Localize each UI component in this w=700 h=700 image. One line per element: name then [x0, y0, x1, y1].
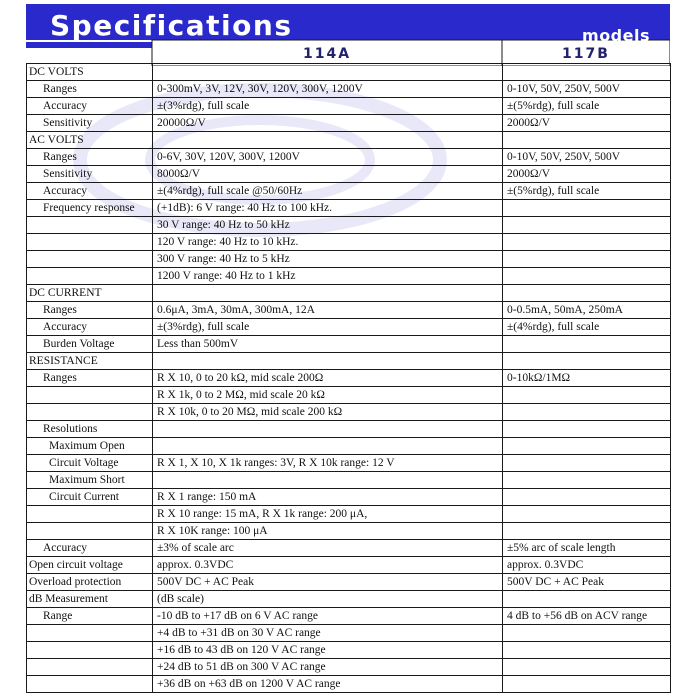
row-label: DC VOLTS	[27, 64, 153, 81]
cell-117b	[503, 591, 671, 608]
cell-114a: 120 V range: 40 Hz to 10 kHz.	[153, 234, 503, 251]
cell-117b: 4 dB to +56 dB on ACV range	[503, 608, 671, 625]
cell-114a: R X 1 range: 150 mA	[153, 489, 503, 506]
row-label	[27, 506, 153, 523]
cell-114a	[153, 64, 503, 81]
row-label	[27, 387, 153, 404]
cell-117b	[503, 659, 671, 676]
specifications-table	[26, 63, 671, 693]
cell-114a: +36 dB on +63 dB on 1200 V AC range	[153, 676, 503, 693]
row-label: Accuracy	[27, 540, 153, 557]
cell-117b	[503, 336, 671, 353]
cell-117b	[503, 404, 671, 421]
cell-114a	[153, 472, 503, 489]
row-label: RESISTANCE	[27, 353, 153, 370]
row-label: Frequency response	[27, 200, 153, 217]
cell-117b: 0-10V, 50V, 250V, 500V	[503, 81, 671, 98]
table-row	[27, 387, 671, 404]
cell-114a: 0-300mV, 3V, 12V, 30V, 120V, 300V, 1200V	[153, 81, 503, 98]
column-header-117b: 117B	[562, 46, 610, 62]
cell-114a	[153, 353, 503, 370]
cell-114a: ±(3%rdg), full scale	[153, 98, 503, 115]
table-row	[27, 81, 671, 98]
row-label	[27, 268, 153, 285]
table-row	[27, 591, 671, 608]
cell-117b: 2000Ω/V	[503, 115, 671, 132]
cell-117b	[503, 642, 671, 659]
row-label: Accuracy	[27, 98, 153, 115]
cell-117b: ±(4%rdg), full scale	[503, 319, 671, 336]
table-row	[27, 115, 671, 132]
row-label: Burden Voltage	[27, 336, 153, 353]
cell-114a: 30 V range: 40 Hz to 50 kHz	[153, 217, 503, 234]
row-label	[27, 659, 153, 676]
table-row	[27, 557, 671, 574]
table-row	[27, 523, 671, 540]
cell-114a: +24 dB to 51 dB on 300 V AC range	[153, 659, 503, 676]
cell-114a: R X 1k, 0 to 2 MΩ, mid scale 20 kΩ	[153, 387, 503, 404]
column-header-114a: 114A	[302, 46, 352, 62]
table-row	[27, 472, 671, 489]
cell-117b	[503, 387, 671, 404]
table-row	[27, 302, 671, 319]
cell-114a: approx. 0.3VDC	[153, 557, 503, 574]
row-label: Accuracy	[27, 183, 153, 200]
cell-117b	[503, 506, 671, 523]
table-row	[27, 251, 671, 268]
cell-117b	[503, 64, 671, 81]
table-row	[27, 506, 671, 523]
table-row	[27, 64, 671, 81]
cell-114a: ±(4%rdg), full scale @50/60Hz	[153, 183, 503, 200]
row-label: Sensitivity	[27, 166, 153, 183]
row-label	[27, 625, 153, 642]
cell-117b: 0-10kΩ/1MΩ	[503, 370, 671, 387]
cell-117b	[503, 489, 671, 506]
cell-114a: R X 1, X 10, X 1k ranges: 3V, R X 10k range: 12 V	[153, 455, 503, 472]
row-label: Ranges	[27, 149, 153, 166]
row-label: Maximum Short	[27, 472, 153, 489]
row-label: Maximum Open	[27, 438, 153, 455]
cell-114a	[153, 421, 503, 438]
cell-114a: 0.6μA, 3mA, 30mA, 300mA, 12A	[153, 302, 503, 319]
cell-114a	[153, 132, 503, 149]
cell-117b	[503, 285, 671, 302]
cell-114a: 8000Ω/V	[153, 166, 503, 183]
table-row	[27, 676, 671, 693]
table-row	[27, 659, 671, 676]
table-row	[27, 98, 671, 115]
table-row	[27, 353, 671, 370]
table-row	[27, 285, 671, 302]
cell-114a: -10 dB to +17 dB on 6 V AC range	[153, 608, 503, 625]
table-row	[27, 404, 671, 421]
table-row	[27, 132, 671, 149]
cell-117b: ±(5%rdg), full scale	[503, 98, 671, 115]
table-row	[27, 336, 671, 353]
cell-117b	[503, 251, 671, 268]
cell-117b	[503, 217, 671, 234]
row-label: Accuracy	[27, 319, 153, 336]
spec-header	[26, 4, 670, 66]
table-row	[27, 608, 671, 625]
row-label: AC VOLTS	[27, 132, 153, 149]
cell-114a	[153, 285, 503, 302]
table-row	[27, 149, 671, 166]
cell-114a: R X 10, 0 to 20 kΩ, mid scale 200Ω	[153, 370, 503, 387]
row-label: Ranges	[27, 370, 153, 387]
table-row	[27, 438, 671, 455]
cell-117b: approx. 0.3VDC	[503, 557, 671, 574]
row-label: Resolutions	[27, 421, 153, 438]
page-title: Specifications	[50, 9, 293, 42]
cell-117b	[503, 132, 671, 149]
models-label: models	[582, 26, 650, 45]
cell-117b	[503, 200, 671, 217]
row-label: Sensitivity	[27, 115, 153, 132]
row-label: Circuit Voltage	[27, 455, 153, 472]
table-row	[27, 455, 671, 472]
table-row	[27, 319, 671, 336]
row-label: Circuit Current	[27, 489, 153, 506]
table-row	[27, 217, 671, 234]
cell-114a: 300 V range: 40 Hz to 5 kHz	[153, 251, 503, 268]
table-row	[27, 370, 671, 387]
table-row	[27, 540, 671, 557]
cell-117b	[503, 234, 671, 251]
row-label: DC CURRENT	[27, 285, 153, 302]
table-row	[27, 234, 671, 251]
row-label	[27, 217, 153, 234]
cell-117b: 0-0.5mA, 50mA, 250mA	[503, 302, 671, 319]
table-row	[27, 166, 671, 183]
cell-114a: (+1dB): 6 V range: 40 Hz to 100 kHz.	[153, 200, 503, 217]
cell-114a: 0-6V, 30V, 120V, 300V, 1200V	[153, 149, 503, 166]
table-row	[27, 642, 671, 659]
cell-117b	[503, 268, 671, 285]
cell-114a: 20000Ω/V	[153, 115, 503, 132]
row-label: Ranges	[27, 302, 153, 319]
cell-114a	[153, 438, 503, 455]
row-label: Ranges	[27, 81, 153, 98]
cell-117b: 2000Ω/V	[503, 166, 671, 183]
cell-117b	[503, 421, 671, 438]
table-row	[27, 183, 671, 200]
cell-117b	[503, 438, 671, 455]
row-label	[27, 234, 153, 251]
cell-114a: R X 10K range: 100 μA	[153, 523, 503, 540]
cell-114a: 500V DC + AC Peak	[153, 574, 503, 591]
row-label	[27, 642, 153, 659]
cell-117b	[503, 455, 671, 472]
cell-117b: 0-10V, 50V, 250V, 500V	[503, 149, 671, 166]
cell-117b	[503, 676, 671, 693]
cell-114a: ±(3%rdg), full scale	[153, 319, 503, 336]
row-label: Open circuit voltage	[27, 557, 153, 574]
cell-114a: R X 10 range: 15 mA, R X 1k range: 200 μA,	[153, 506, 503, 523]
table-row	[27, 489, 671, 506]
row-label: Overload protection	[27, 574, 153, 591]
table-row	[27, 200, 671, 217]
cell-114a: +4 dB to +31 dB on 30 V AC range	[153, 625, 503, 642]
row-label	[27, 251, 153, 268]
row-label	[27, 676, 153, 693]
cell-117b	[503, 523, 671, 540]
cell-117b	[503, 472, 671, 489]
row-label	[27, 404, 153, 421]
cell-114a: +16 dB to 43 dB on 120 V AC range	[153, 642, 503, 659]
table-row	[27, 421, 671, 438]
cell-117b: 500V DC + AC Peak	[503, 574, 671, 591]
cell-114a: (dB scale)	[153, 591, 503, 608]
cell-117b	[503, 353, 671, 370]
row-label: Range	[27, 608, 153, 625]
cell-114a: 1200 V range: 40 Hz to 1 kHz	[153, 268, 503, 285]
table-row	[27, 268, 671, 285]
row-label: dB Measurement	[27, 591, 153, 608]
cell-114a: Less than 500mV	[153, 336, 503, 353]
cell-117b	[503, 625, 671, 642]
cell-117b: ±5% arc of scale length	[503, 540, 671, 557]
cell-114a: R X 10k, 0 to 20 MΩ, mid scale 200 kΩ	[153, 404, 503, 421]
cell-117b: ±(5%rdg), full scale	[503, 183, 671, 200]
row-label	[27, 523, 153, 540]
cell-114a: ±3% of scale arc	[153, 540, 503, 557]
table-row	[27, 574, 671, 591]
table-row	[27, 625, 671, 642]
